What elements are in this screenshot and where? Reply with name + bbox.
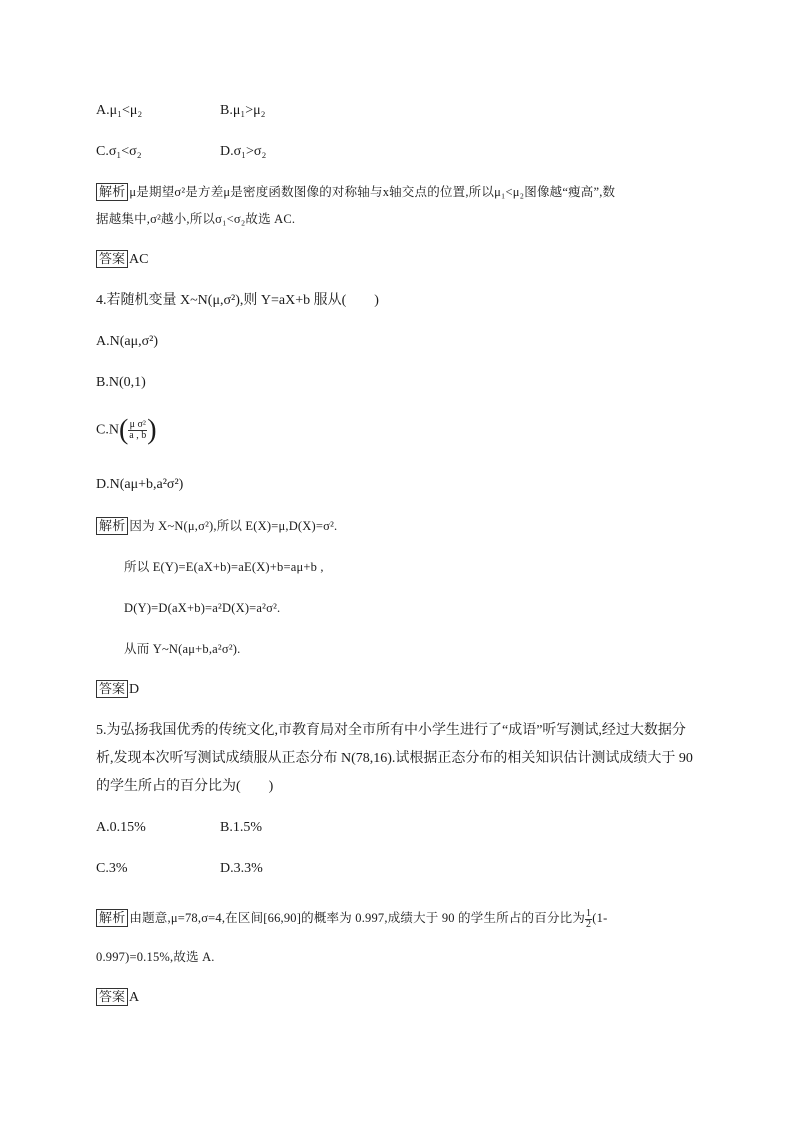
solution-tag: 解析	[96, 183, 128, 201]
q3-answer	[96, 250, 148, 270]
q5-stem-line-2: 析,发现本次听写测试成绩服从正态分布 N(78,16).试根据正态分布的相关知识估计测试成绩大于 90	[96, 751, 693, 766]
q5-solution-fraction: $\frac{1}{2}$	[586, 907, 592, 930]
q3-solution-text-1: μ是期望σ²是方差μ是密度函数图像的对称轴与x轴交点的位置,所以μ₁<μ₂图像越“瘦高”,数	[129, 185, 616, 199]
q5-option-b: B.1.5%	[220, 820, 262, 835]
q5-stem-line-3: 的学生所占的百分比为( )	[96, 779, 274, 794]
q4-solution-line-1	[96, 516, 337, 536]
q4-solution-text-1: 因为 X~N(μ,σ²),所以 E(X)=μ,D(X)=σ².	[129, 519, 338, 533]
paren-open-icon: (	[118, 414, 129, 446]
q4-option-b: B.N(0,1)	[96, 375, 146, 390]
q4-option-c-fraction: $\frac{\text{μ σ²}}{a , b}$	[129, 419, 147, 441]
q5-answer	[96, 988, 139, 1008]
answer-tag: 答案	[96, 988, 128, 1006]
q4-stem: 4.若随机变量 X~N(μ,σ²),则 Y=aX+b 服从( )	[96, 293, 379, 308]
q3-option-d: D.σ₁>σ₂	[220, 144, 267, 159]
q5-answer-value: A	[129, 990, 140, 1005]
q5-solution-text-1: 由题意,μ=78,σ=4,在区间[66,90]的概率为 0.997,成绩大于 90 的学生所占的百分比为	[129, 911, 586, 925]
q5-solution-line-2: 0.997)=0.15%,故选 A.	[96, 950, 215, 964]
q5-option-a: A.0.15%	[96, 820, 146, 835]
q3-option-a: A.μ₁<μ₂	[96, 103, 143, 118]
q4-solution-line-4: 从而 Y~N(aμ+b,a²σ²).	[124, 642, 241, 656]
q3-answer-value: AC	[129, 252, 149, 267]
q4-option-c-prefix: C.N	[96, 422, 119, 438]
q5-option-d: D.3.3%	[220, 861, 263, 876]
q5-stem-line-1: 5.为弘扬我国优秀的传统文化,市教育局对全市所有中小学生进行了“成语”听写测试,经过大数据分	[96, 723, 686, 738]
q5-option-c: C.3%	[96, 861, 128, 876]
q4-answer	[96, 680, 139, 700]
q5-solution-text-1-end: (1-	[592, 911, 608, 925]
q3-solution-line-2: 据越集中,σ²越小,所以σ₁<σ₂故选 AC.	[96, 212, 296, 226]
solution-tag: 解析	[96, 909, 128, 927]
q3-option-b: B.μ₁>μ₂	[220, 103, 266, 118]
q4-solution-line-2: 所以 E(Y)=E(aX+b)=aE(X)+b=aμ+b ,	[124, 560, 324, 574]
answer-tag: 答案	[96, 250, 128, 268]
q3-solution-line-1	[96, 182, 615, 202]
q5-solution-line-1	[96, 908, 607, 930]
answer-tag: 答案	[96, 680, 128, 698]
q4-answer-value: D	[129, 682, 140, 697]
q4-option-a: A.N(aμ,σ²)	[96, 334, 159, 349]
paren-close-icon: )	[147, 414, 157, 446]
q4-solution-line-3: D(Y)=D(aX+b)=a²D(X)=a²σ².	[124, 601, 281, 615]
q4-option-c	[96, 414, 157, 446]
solution-tag: 解析	[96, 517, 128, 535]
q3-option-c: C.σ₁<σ₂	[96, 144, 142, 159]
q4-option-d: D.N(aμ+b,a²σ²)	[96, 477, 184, 492]
